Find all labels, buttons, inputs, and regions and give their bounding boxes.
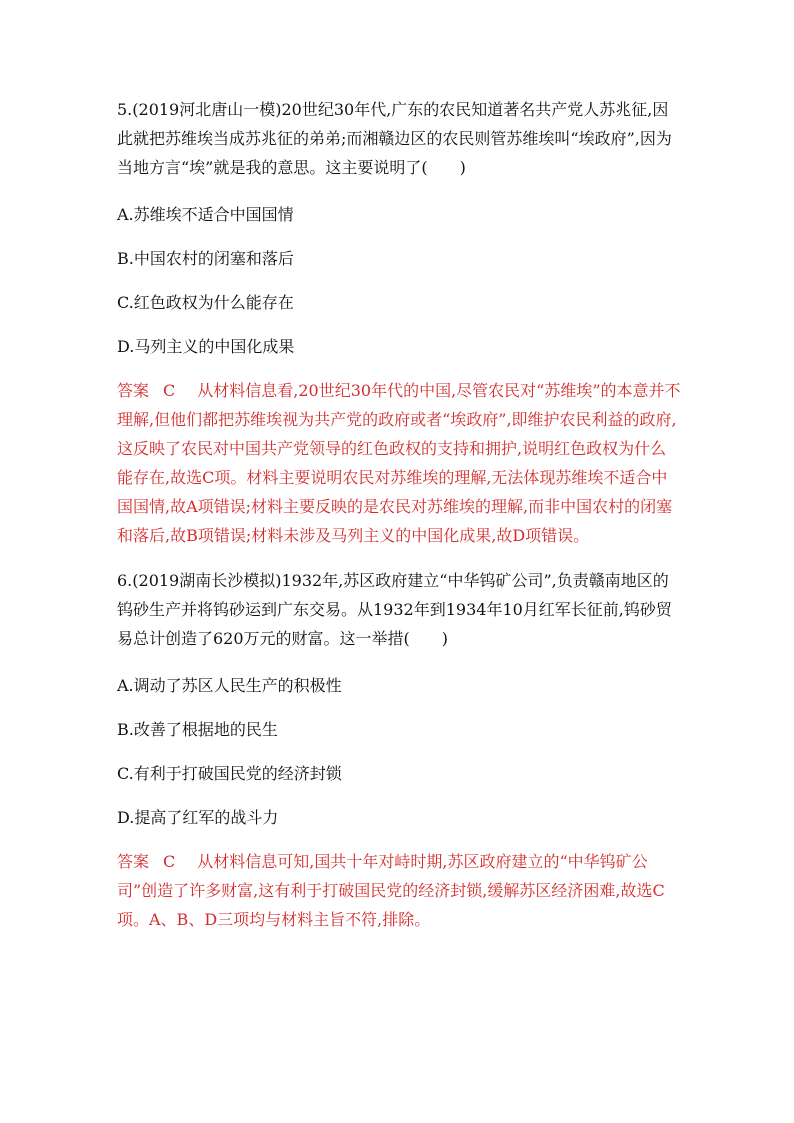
option-a: A.调动了苏区人民生产的积极性	[117, 676, 342, 695]
option-b: B.改善了根据地的民生	[117, 720, 278, 739]
option-d: D.提高了红军的战斗力	[117, 808, 279, 827]
answer-choice: C	[163, 381, 176, 400]
answer-text: 从材料信息看,20世纪30年代的中国,尽管农民对“苏维埃”的本意并不理解,但他们都把苏维埃视为共产党的政府或者“埃政府”,即维护农民利益的政府,这反映了农民对中国共产党领导的红色政权的支持和拥护,说明红色政权为什么能存在,故选C项。材料主要说明农民对苏维埃的理解,无法体现苏维埃不适合中国国情,故A项错误;材料主要反映的是农民对苏维埃的理解,而非中国农村的闭塞和落后,故B项错误;材料未涉及马列主义的中国化成果,故D项错误。	[117, 381, 681, 545]
answer-text: 从材料信息可知,国共十年对峙时期,苏区政府建立的“中华钨矿公司”创造了许多财富,这有利于打破国民党的经济封锁,缓解苏区经济困难,故选C项。A、B、D三项均与材料主旨不符,排除。	[117, 852, 665, 929]
document-page	[117, 95, 682, 934]
answer-explanation	[117, 376, 682, 550]
question-5	[117, 95, 682, 550]
question-stem: 6.(2019湖南长沙模拟)1932年,苏区政府建立“中华钨矿公司”,负责赣南地区的钨砂生产并将钨砂运到广东交易。从1932年到1934年10月红军长征前,钨砂贸易总计创造了620万元的财富。这一举措( )	[117, 571, 672, 648]
answer-label: 答案	[117, 852, 150, 871]
option-d: D.马列主义的中国化成果	[117, 337, 295, 356]
question-6	[117, 566, 682, 934]
answer-choice: C	[163, 852, 176, 871]
option-c: C.红色政权为什么能存在	[117, 293, 294, 312]
answer-explanation	[117, 847, 682, 934]
answer-label: 答案	[117, 381, 150, 400]
option-a: A.苏维埃不适合中国国情	[117, 205, 294, 224]
option-b: B.中国农村的闭塞和落后	[117, 249, 294, 268]
question-stem: 5.(2019河北唐山一模)20世纪30年代,广东的农民知道著名共产党人苏兆征,因此就把苏维埃当成苏兆征的弟弟;而湘赣边区的农民则管苏维埃叫“埃政府”,因为当地方言“埃”就是我的意思。这主要说明了( )	[117, 100, 672, 177]
option-c: C.有利于打破国民党的经济封锁	[117, 764, 342, 783]
